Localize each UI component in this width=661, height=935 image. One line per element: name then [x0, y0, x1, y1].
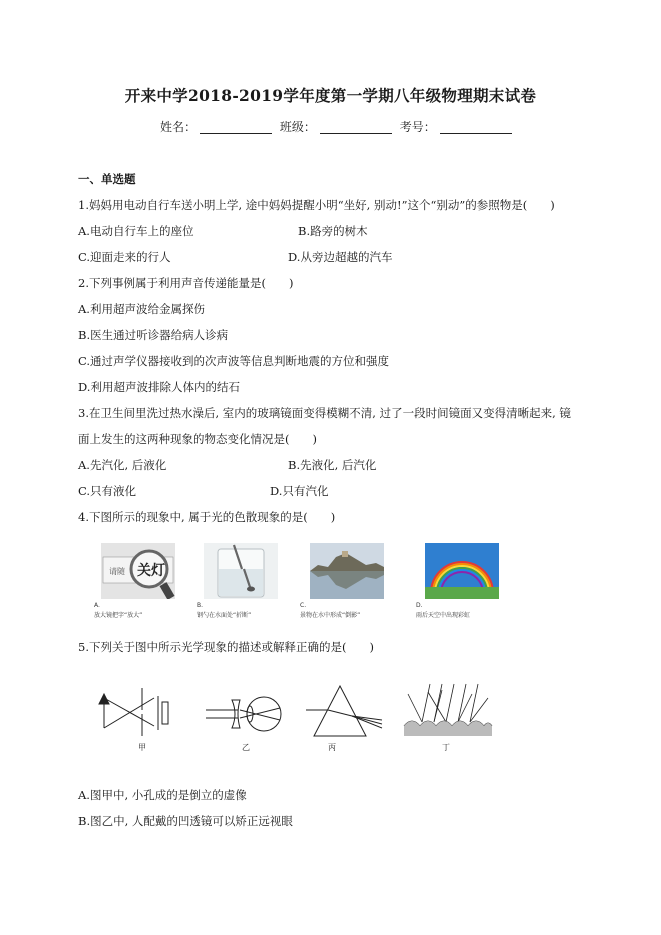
q5-option-a: A.图甲中, 小孔成的是倒立的虚像: [78, 788, 247, 802]
q2-option-d: D.利用超声波排除人体内的结石: [78, 380, 240, 394]
q3-stem-line2: 面上发生的这两种现象的物态变化情况是( ): [78, 432, 317, 446]
name-blank: [200, 121, 272, 134]
q4-photo-c-reflection: [310, 543, 384, 599]
q5-diagram-ding-diffuse-reflection: [400, 680, 496, 752]
class-label: 班级：: [279, 120, 316, 134]
q2-option-a: A.利用超声波给金属探伤: [78, 302, 205, 316]
q5-diagram-bing-prism: [304, 680, 390, 752]
q4-letter-b: B.: [197, 602, 204, 609]
q2-option-c: C.通过声学仪器接收到的次声波等信息判断地震的方位和强度: [78, 354, 390, 368]
q3-option-a: A.先汽化, 后液化: [78, 458, 167, 472]
q4-letter-a: A.: [94, 602, 100, 609]
q4-photo-d-rainbow: [425, 543, 499, 599]
sign-text-magnified: 关灯: [137, 563, 165, 579]
number-blank: [440, 121, 512, 134]
q4-caption-d: 雨后天空中出现彩虹: [416, 612, 471, 619]
q1-option-c: C.迎面走来的行人: [78, 250, 171, 264]
q4-caption-b: 钢勺在水面处“折断”: [197, 612, 252, 619]
q3-stem-line1: 3.在卫生间里洗过热水澡后, 室内的玻璃镜面变得模糊不清, 过了一段时间镜面又变得清晰起来, 镜: [78, 406, 571, 420]
q1-option-a: A.电动自行车上的座位: [78, 224, 194, 238]
q5-stem: 5.下列关于图中所示光学现象的描述或解释正确的是( ): [78, 640, 374, 654]
q2-stem: 2.下列事例属于利用声音传递能量是( ): [78, 276, 294, 290]
q4-letter-d: D.: [416, 602, 423, 609]
q3-option-d: D.只有汽化: [270, 484, 329, 498]
q3-option-c: C.只有液化: [78, 484, 137, 498]
q4-caption-a: 放大镜把字“放大”: [94, 612, 143, 619]
q1-option-b: B.路旁的树木: [298, 224, 368, 238]
q5-option-b: B.图乙中, 人配戴的凹透镜可以矫正远视眼: [78, 814, 293, 828]
q4-stem: 4.下图所示的现象中, 属于光的色散现象的是( ): [78, 510, 336, 524]
section-title: 一、单选题: [78, 172, 136, 186]
q5-diagram-jia-pinhole: [96, 680, 188, 752]
label-bing: 丙: [328, 743, 336, 752]
q4-letter-c: C.: [300, 602, 307, 609]
student-info-row: [160, 118, 516, 135]
label-ding: 丁: [442, 743, 450, 752]
q3-option-b: B.先液化, 后汽化: [288, 458, 377, 472]
number-label: 考号：: [399, 120, 436, 134]
label-yi: 乙: [242, 743, 250, 752]
sign-text-left: 请随: [109, 567, 125, 576]
q4-photo-a-magnifier: [101, 543, 175, 599]
q1-stem: 1.妈妈用电动自行车送小明上学, 途中妈妈提醒小明“坐好, 别动!”这个“别动”的参照物是( ): [78, 198, 555, 212]
name-label: 姓名：: [160, 120, 197, 134]
label-jia: 甲: [138, 743, 146, 752]
class-blank: [320, 121, 392, 134]
q4-caption-c: 景物在水中形成“倒影”: [300, 612, 361, 619]
q5-diagram-yi-eye-lens: [202, 680, 294, 752]
q2-option-b: B.医生通过听诊器给病人诊病: [78, 328, 229, 342]
q4-photo-b-spoon: [204, 543, 278, 599]
page-title: 开来中学2018-2019学年度第一学期八年级物理期末试卷: [124, 86, 537, 105]
q1-option-d: D.从旁边超越的汽车: [288, 250, 393, 264]
